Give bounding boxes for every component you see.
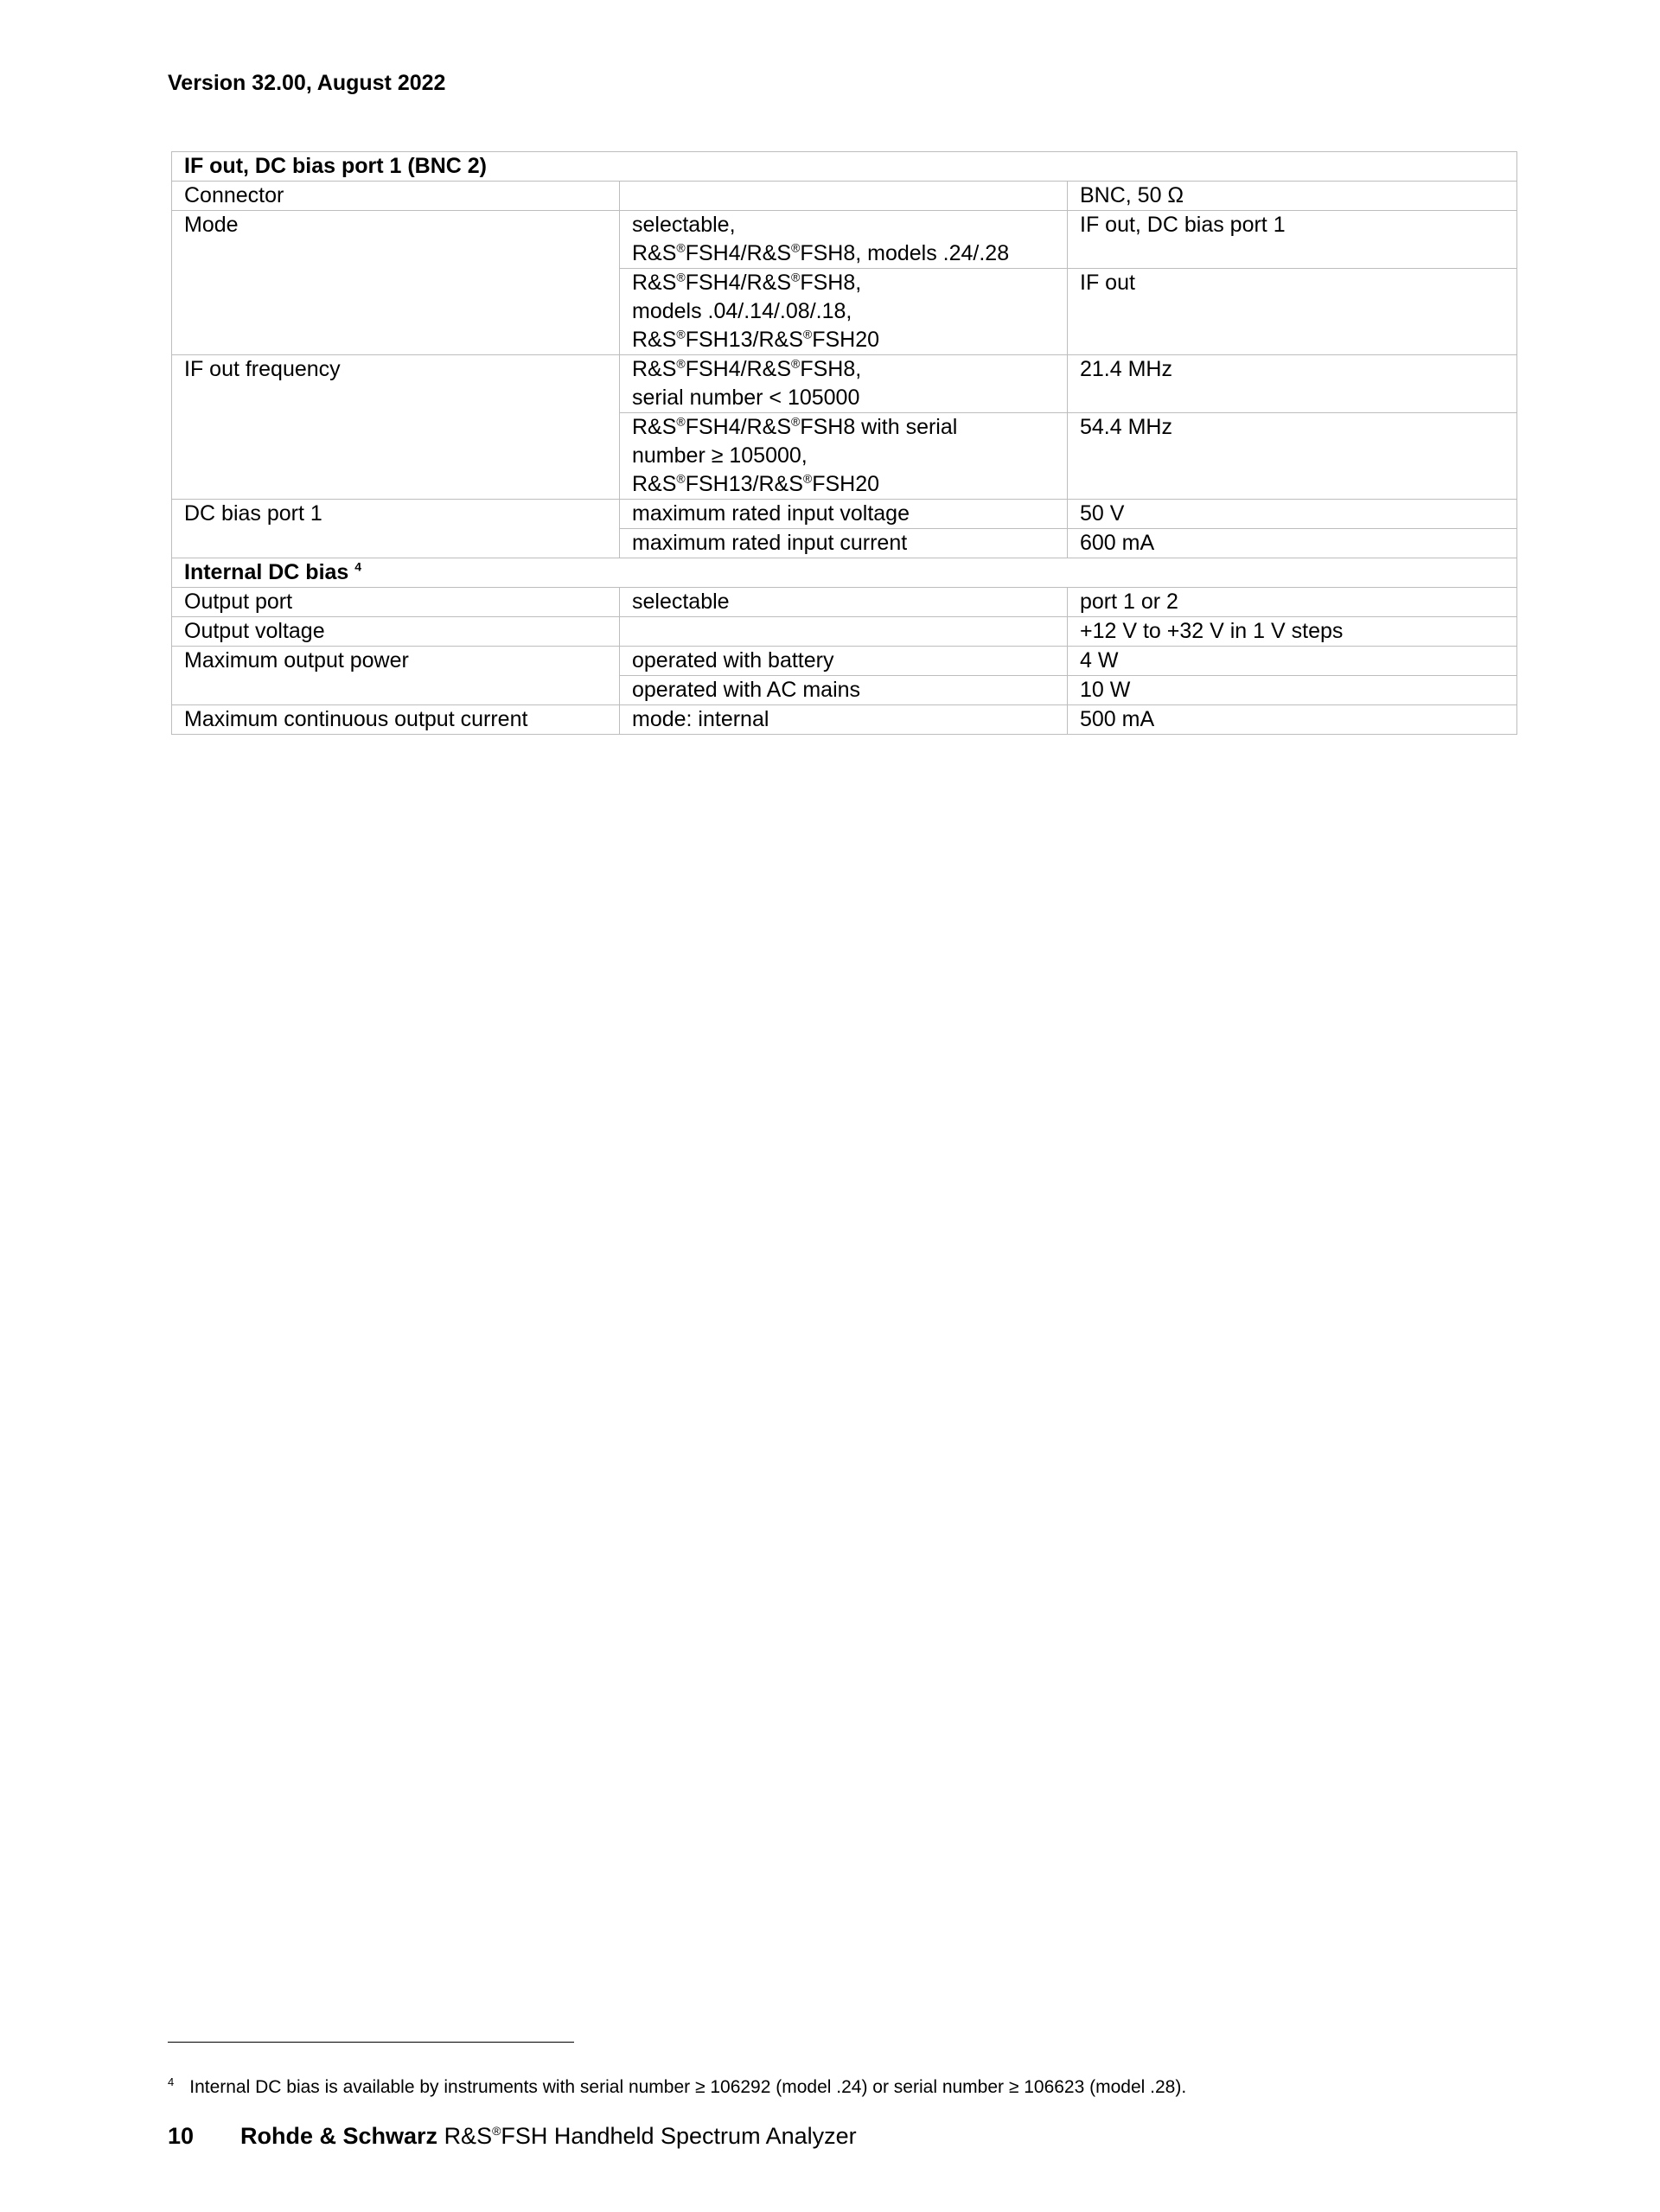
param-condition <box>620 617 1068 647</box>
footnote-text: Internal DC bias is available by instruments with serial number ≥ 106292 (model .24) or serial number ≥ 106623 (model .28). <box>189 2077 1187 2097</box>
footnote-mark: 4 <box>168 2075 175 2088</box>
param-value: 21.4 MHz <box>1068 355 1517 413</box>
param-condition: maximum rated input voltage <box>620 500 1068 529</box>
param-label: Output voltage <box>172 617 620 647</box>
table-row <box>172 705 1517 735</box>
table-row <box>172 558 1517 588</box>
param-value: 50 V <box>1068 500 1517 529</box>
param-label: Maximum output power <box>172 647 620 705</box>
table-row <box>172 355 1517 413</box>
param-condition: maximum rated input current <box>620 529 1068 558</box>
param-condition: mode: internal <box>620 705 1068 735</box>
param-label: Output port <box>172 588 620 617</box>
section-heading-if-out: IF out, DC bias port 1 (BNC 2) <box>172 152 1517 182</box>
param-value: IF out, DC bias port 1 <box>1068 211 1517 269</box>
table-row <box>172 211 1517 269</box>
table-row <box>172 588 1517 617</box>
footnote-divider <box>168 2042 574 2043</box>
param-label: Connector <box>172 182 620 211</box>
param-value: port 1 or 2 <box>1068 588 1517 617</box>
param-value: 600 mA <box>1068 529 1517 558</box>
table-row <box>172 500 1517 529</box>
param-label: IF out frequency <box>172 355 620 500</box>
param-condition: selectable, R&S®FSH4/R&S®FSH8, models .24/.28 <box>620 211 1068 269</box>
param-condition: operated with battery <box>620 647 1068 676</box>
param-value: 54.4 MHz <box>1068 413 1517 500</box>
param-value: +12 V to +32 V in 1 V steps <box>1068 617 1517 647</box>
page-number: 10 <box>168 2123 195 2149</box>
footnote <box>168 2075 1186 2101</box>
param-condition: R&S®FSH4/R&S®FSH8, serial number < 105000 <box>620 355 1068 413</box>
param-condition: R&S®FSH4/R&S®FSH8 with serial number ≥ 105000, R&S®FSH13/R&S®FSH20 <box>620 413 1068 500</box>
table-row <box>172 647 1517 676</box>
param-label: DC bias port 1 <box>172 500 620 558</box>
table-row <box>172 617 1517 647</box>
param-label: Mode <box>172 211 620 355</box>
spec-table <box>171 151 1517 735</box>
param-condition <box>620 182 1068 211</box>
param-condition: R&S®FSH4/R&S®FSH8, models .04/.14/.08/.18, R&S®FSH13/R&S®FSH20 <box>620 269 1068 355</box>
page-footer <box>168 2121 857 2151</box>
page-header-version: Version 32.00, August 2022 <box>168 71 446 95</box>
section-heading-internal-dc-bias: Internal DC bias $^4$ <box>172 558 1517 588</box>
footnote-ref: 4 <box>354 559 362 574</box>
table-row <box>172 182 1517 211</box>
param-label: Maximum continuous output current <box>172 705 620 735</box>
param-value: 10 W <box>1068 676 1517 705</box>
param-condition: selectable <box>620 588 1068 617</box>
table-row <box>172 152 1517 182</box>
footer-product: R&S®FSH Handheld Spectrum Analyzer <box>444 2123 857 2149</box>
param-value: 4 W <box>1068 647 1517 676</box>
param-value: IF out <box>1068 269 1517 355</box>
param-condition: operated with AC mains <box>620 676 1068 705</box>
param-value: BNC, 50 Ω <box>1068 182 1517 211</box>
param-value: 500 mA <box>1068 705 1517 735</box>
footer-brand: Rohde & Schwarz <box>240 2123 438 2149</box>
